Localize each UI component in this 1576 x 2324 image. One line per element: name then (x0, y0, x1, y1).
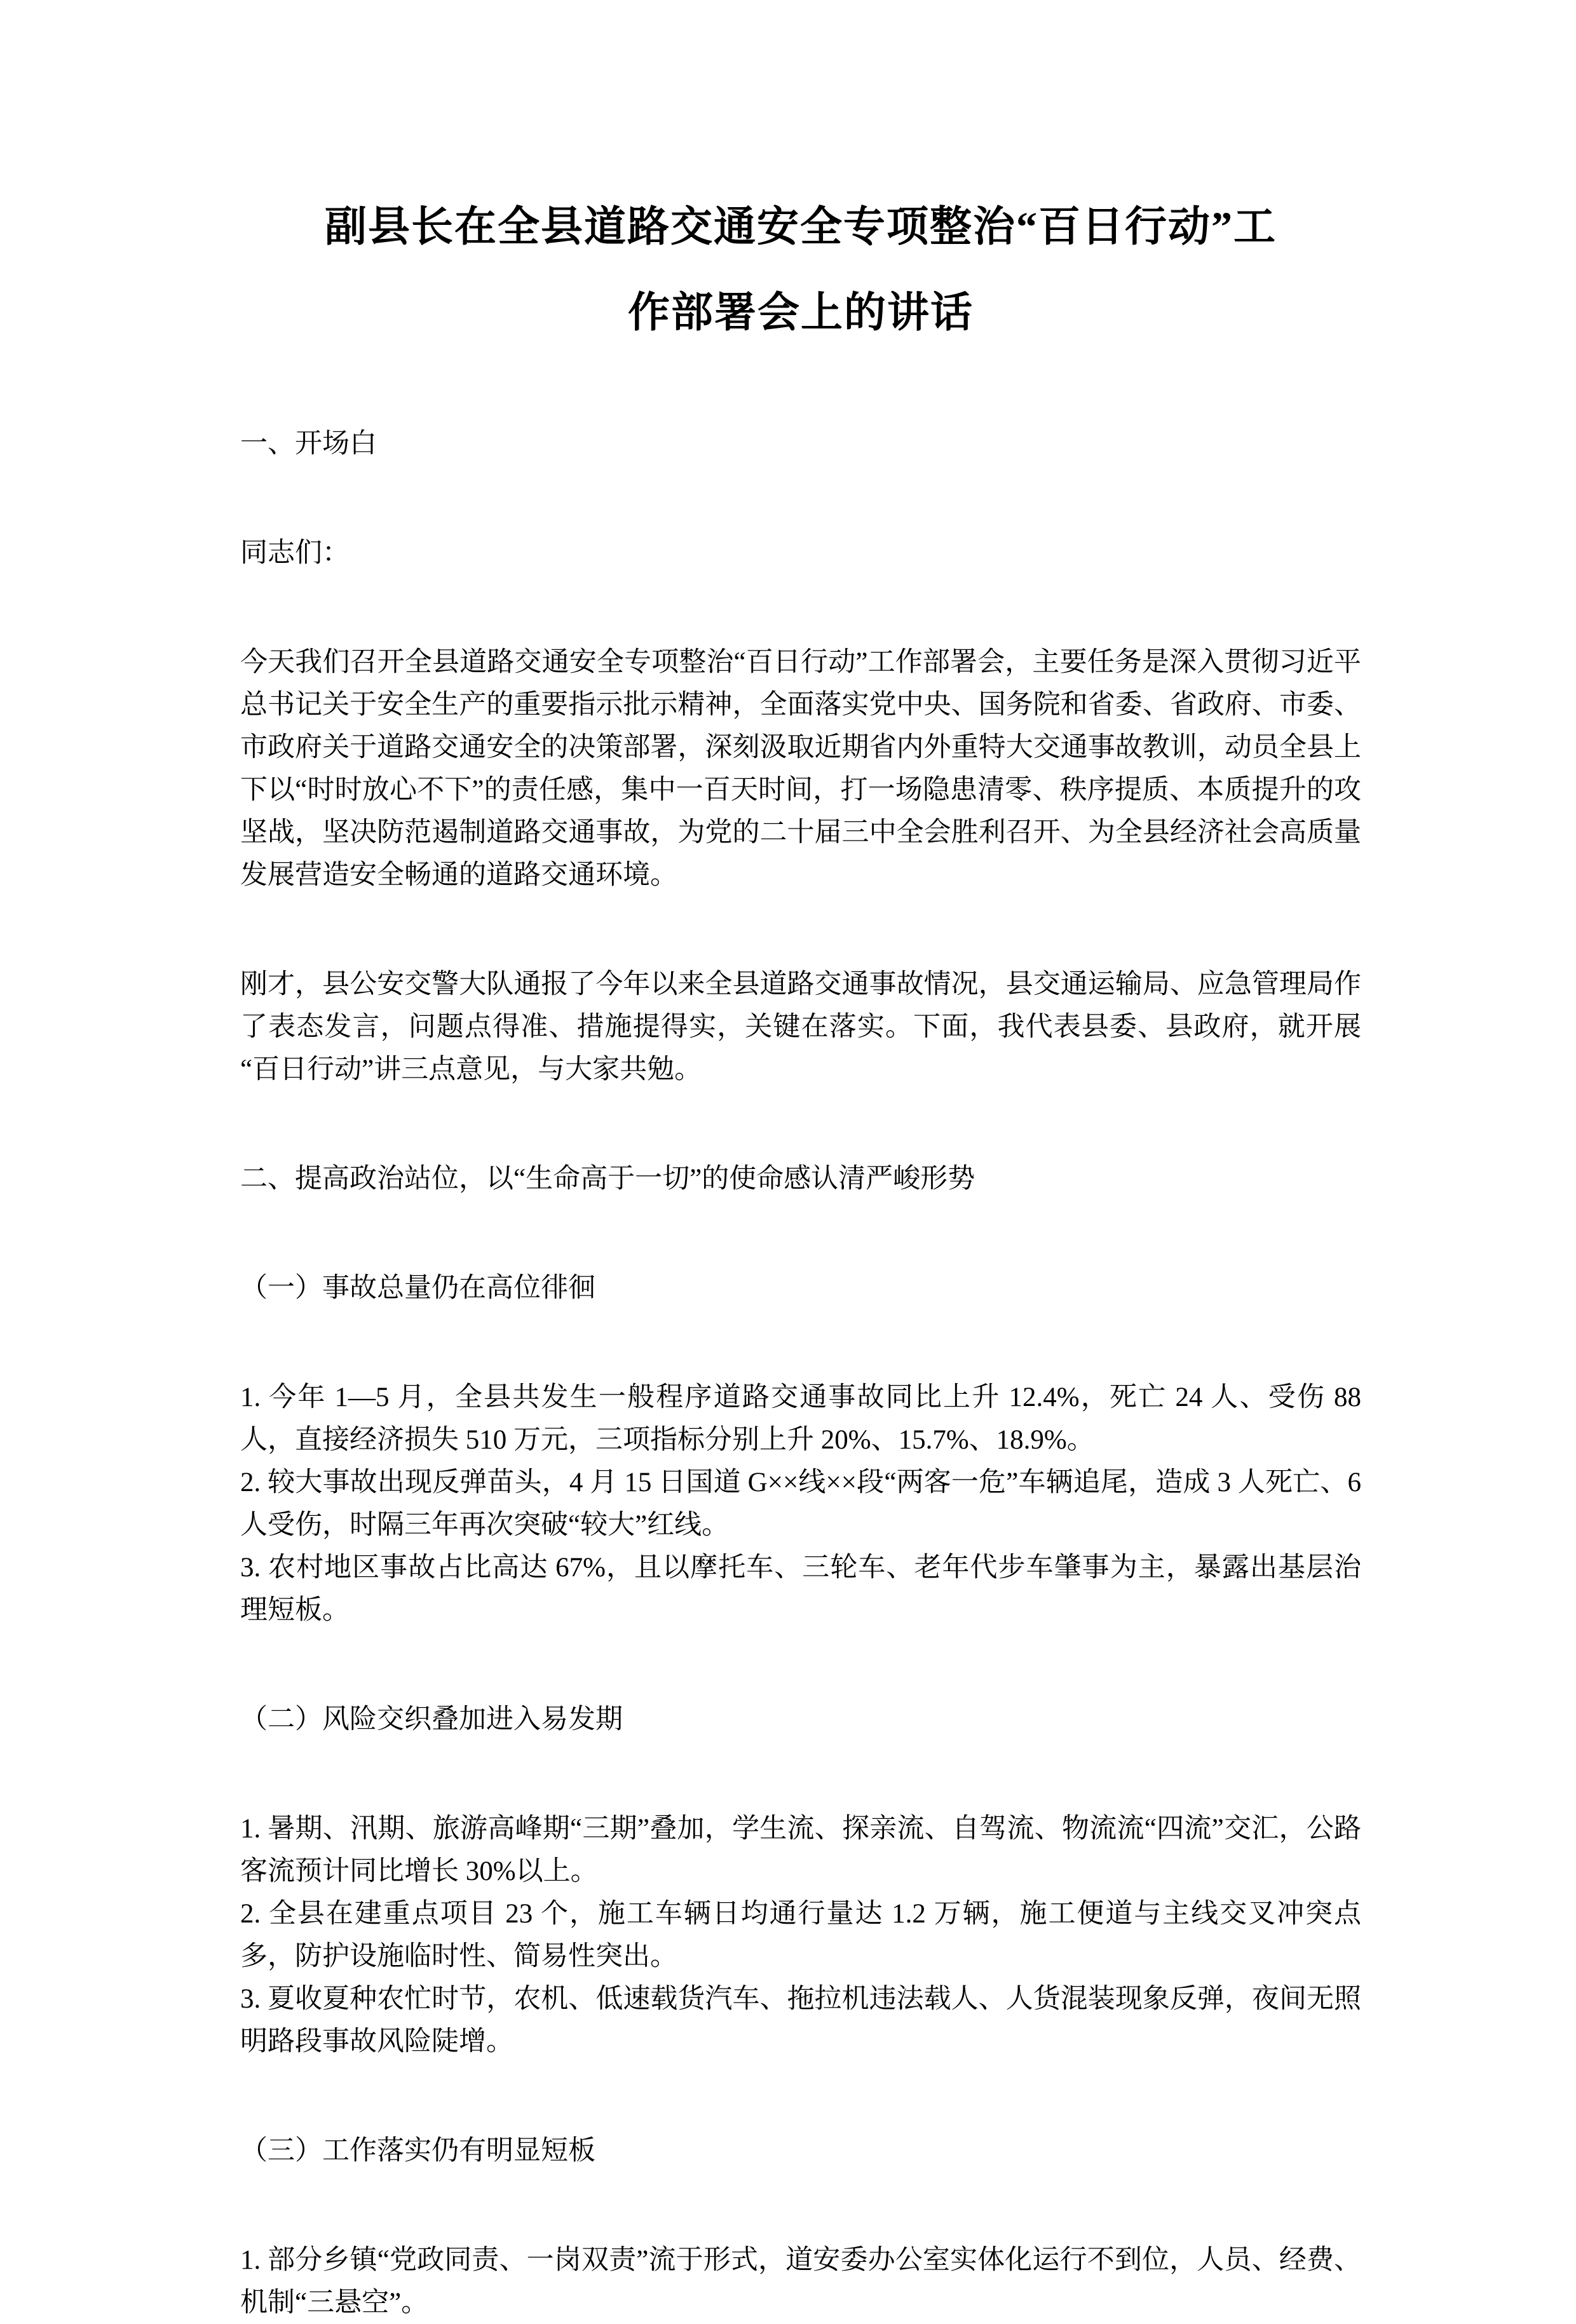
document-title-line-1: 副县长在全县道路交通安全专项整治“百日行动”工 (325, 204, 1277, 250)
paragraph-transition: 刚才，县公安交警大队通报了今年以来全县道路交通事故情况，县交通运输局、应急管理局作了表态发言，问题点得准、措施提得实，关键在落实。下面，我代表县委、县政府，就开展“百日行动”讲三点意见，与大家共勉。 (240, 969, 1361, 1084)
list-item: 1. 部分乡镇“党政同责、一岗双责”流于形式，道安委办公室实体化运行不到位，人员、经费、机制“三悬空”。 (240, 2245, 1361, 2318)
list-item: 2. 较大事故出现反弹苗头，4 月 15 日国道 G××线××段“两客一危”车辆追尾，造成 3 人死亡、6 人受伤，时隔三年再次突破“较大”红线。 (240, 1468, 1361, 1540)
subsection-2-1-heading: （一）事故总量仍在高位徘徊 (240, 1273, 595, 1303)
document-title-line-2: 作部署会上的讲话 (628, 290, 974, 336)
list-item: 2. 全县在建重点项目 23 个，施工车辆日均通行量达 1.2 万辆，施工便道与主线交叉冲突点多，防护设施临时性、简易性突出。 (240, 1899, 1361, 1971)
list-item: 1. 暑期、汛期、旅游高峰期“三期”叠加，学生流、探亲流、自驾流、物流流“四流”交汇，公路客流预计同比增长 30%以上。 (240, 1814, 1361, 1886)
subsection-2-2-items (240, 1807, 1361, 2063)
list-item: 1. 今年 1—5 月，全县共发生一般程序道路交通事故同比上升 12.4%，死亡 24 人、受伤 88 人，直接经济损失 510 万元，三项指标分别上升 20%、15.7%、18.9%。 (240, 1382, 1361, 1455)
subsection-2-1-items (240, 1376, 1361, 1632)
document-title (240, 184, 1361, 356)
paragraph-opening: 今天我们召开全县道路交通安全专项整治“百日行动”工作部署会，主要任务是深入贯彻习近平总书记关于安全生产的重要指示批示精神，全面落实党中央、国务院和省委、省政府、市委、市政府关于道路交通安全的决策部署，深刻汲取近期省内外重特大交通事故教训，动员全县上下以“时时放心不下”的责任感，集中一百天时间，打一场隐患清零、秩序提质、本质提升的攻坚战，坚决防范遏制道路交通事故，为党的二十届三中全会胜利召开、为全县经济社会高质量发展营造安全畅通的道路交通环境。 (240, 647, 1361, 890)
subsection-2-3-items (240, 2239, 1361, 2324)
list-item: 3. 夏收夏种农忙时节，农机、低速载货汽车、拖拉机违法载人、人货混装现象反弹，夜间无照明路段事故风险陡增。 (240, 1984, 1361, 2057)
subsection-2-3-heading: （三）工作落实仍有明显短板 (240, 2136, 595, 2166)
salutation: 同志们： (240, 538, 350, 568)
list-item: 3. 农村地区事故占比高达 67%，且以摩托车、三轮车、老年代步车肇事为主，暴露出基层治理短板。 (240, 1553, 1361, 1625)
section-1-heading: 一、开场白 (240, 429, 377, 459)
section-2-heading: 二、提高政治站位，以“生命高于一切”的使命感认清严峻形势 (240, 1164, 975, 1194)
subsection-2-2-heading: （二）风险交织叠加进入易发期 (240, 1705, 623, 1734)
